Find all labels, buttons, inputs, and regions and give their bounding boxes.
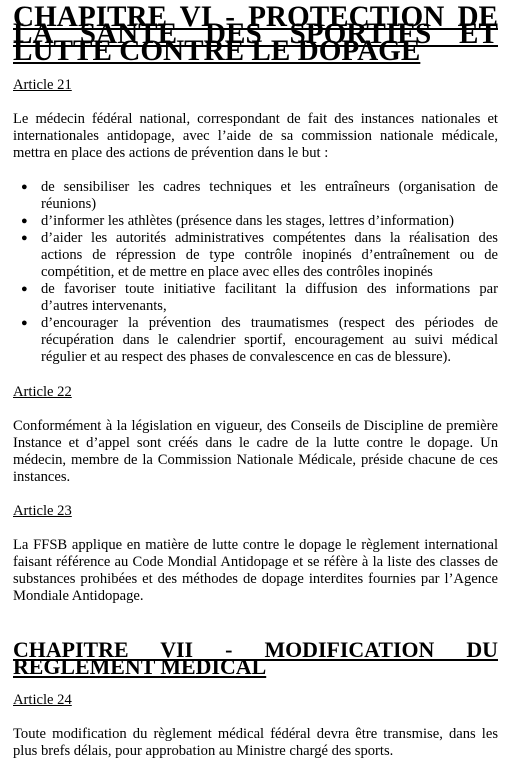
article-24-heading: Article 24 xyxy=(13,692,72,708)
list-item xyxy=(13,281,498,315)
bullet-icon: ● xyxy=(21,232,28,244)
list-item xyxy=(13,213,498,230)
article-21-intro: Le médecin fédéral national, correspondant de fait des instances nationales et internationales antidopage, avec l’aide de sa commission nationale médicale, mettra en place des actions de prévention dans le but : xyxy=(13,111,498,161)
list-item-text: d’aider les autorités administratives compétentes dans la réalisation des actions de répression de type contrôle inopinés d’entraînement ou de compétition, et de mettre en place avec elles des contrôles inopinés xyxy=(41,230,498,280)
list-item-text: de favoriser toute initiative facilitant la diffusion des informations par d’autres intervenants, xyxy=(41,281,498,314)
article-22-heading: Article 22 xyxy=(13,384,72,400)
chapter-6-heading: CHAPITRE VI - PROTECTION DE LA SANTE DES SPORTIFS ET LUTTE CONTRE LE DOPAGE xyxy=(13,1,498,67)
chapter-7-heading: CHAPITRE VII - MODIFICATION DU REGLEMENT MEDICAL xyxy=(13,637,498,679)
article-23-text: La FFSB applique en matière de lutte contre le dopage le règlement international faisant référence au Code Mondial Antidopage et se réfère à la liste des classes de substances prohibées et des méthodes de dopage interdites fournies par l’Agence Mondiale Antidopage. xyxy=(13,537,498,604)
document-page xyxy=(13,1,498,760)
article-22-text: Conformément à la législation en vigueur, des Conseils de Discipline de première Instance et d’appel sont créés dans le cadre de la lutte contre le dopage. Un médecin, membre de la Commission Nationale Médicale, préside chacune de ces instances. xyxy=(13,418,498,485)
list-item xyxy=(13,230,498,281)
bullet-icon: ● xyxy=(21,283,28,295)
list-item-text: d’encourager la prévention des traumatismes (respect des périodes de récupération dans le calendrier sportif, encouragement au suivi médical régulier et au respect des phases de convalescence en cas de blessure). xyxy=(41,315,498,365)
list-item xyxy=(13,315,498,366)
bullet-icon: ● xyxy=(21,215,28,227)
article-24-text: Toute modification du règlement médical fédéral devra être transmise, dans les plus brefs délais, pour approbation au Ministre chargé des sports. xyxy=(13,726,498,759)
article-21-heading: Article 21 xyxy=(13,77,72,93)
bullet-icon: ● xyxy=(21,317,28,329)
article-23-heading: Article 23 xyxy=(13,503,72,519)
article-21-bullet-list xyxy=(13,179,498,366)
list-item xyxy=(13,179,498,213)
bullet-icon: ● xyxy=(21,181,28,193)
list-item-text: de sensibiliser les cadres techniques et les entraîneurs (organisation de réunions) xyxy=(41,179,498,212)
list-item-text: d’informer les athlètes (présence dans les stages, lettres d’information) xyxy=(41,213,454,229)
